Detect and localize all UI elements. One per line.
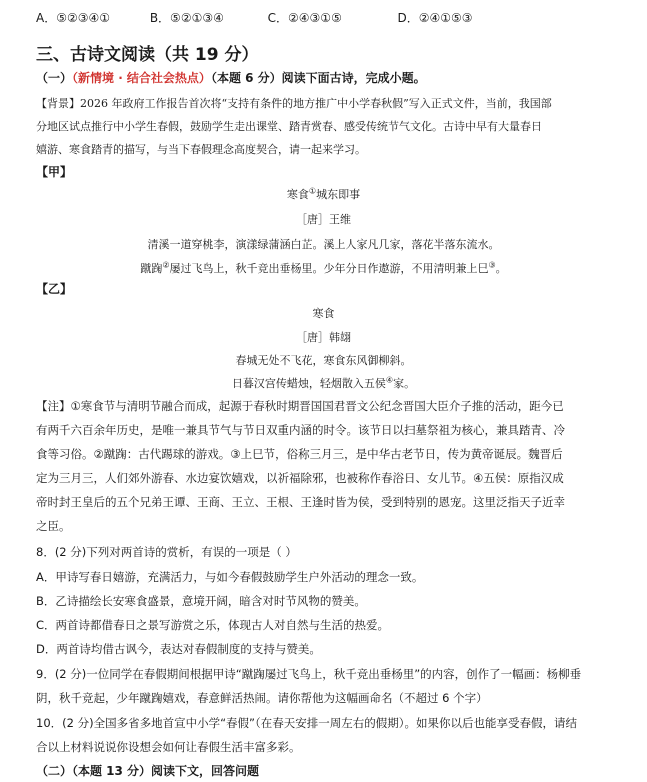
previous-question-options <box>36 9 616 26</box>
poem-yi-line-2: 日暮汉宫传蜡烛，轻烟散入五侯④家。 <box>231 375 416 390</box>
background-line-1: 【背景】2026 年政府工作报告首次将“支持有条件的地方推广中小学春秋假”写入正式文件，当前，我国部 <box>36 97 552 110</box>
question-8-option-a: A．甲诗写春日嬉游，充满活力，与如今春假鼓励学生户外活动的理念一致。 <box>36 570 424 584</box>
subsection-number: （一） <box>36 71 73 85</box>
background-line-3: 嬉游、寒食踏青的描写，与当下春假理念高度契合，请一起来学习。 <box>36 143 366 156</box>
annotation-line-2: 有两千六百余年历史，是唯一兼具节气与节日双重内涵的时令。该节日以扫墓祭祖为核心，兼具踏青、冷 <box>36 423 565 437</box>
question-10-line-1: 10．(2 分)全国多省多地首宣中小学“春假”（在春天安排一周左右的假期）。如果你以后也能享受春假，请结 <box>36 716 577 730</box>
subsection-heading-2: （二）（本题 13 分）阅读下文，回答问题 <box>36 764 260 778</box>
question-9-line-2: 阴，秋千竞起，少年蹴踘嬉戏，春意鲜活热闹。请你帮他为这幅画命名（不超过 6 个字） <box>36 691 488 705</box>
poem-yi-author: ［唐］韩翃 <box>296 331 351 344</box>
annotation-line-4: 定为三月三，人们郊外游春、水边宴饮嬉戏，以祈福除邪，也被称作春浴日、女儿节。④五侯：原指汉成 <box>36 471 564 485</box>
annotation-line-3: 食等习俗。②蹴踘：古代踢球的游戏。③上巳节，俗称三月三，是中华古老节日，传为黄帝诞辰。魏晋后 <box>36 447 563 461</box>
poem-yi-line-1: 春城无处不飞花，寒食东风御柳斜。 <box>235 354 412 367</box>
question-8-stem: 8．(2 分)下列对两首诗的赏析，有误的一项是（ ） <box>36 545 297 559</box>
subsection-heading-1 <box>36 69 426 86</box>
question-9-line-1: 9．(2 分)一位同学在春假期间根据甲诗“蹴踘屡过飞鸟上，秋千竞出垂杨里”的内容，创作了一幅画：杨柳垂 <box>36 667 582 681</box>
question-8-option-c: C．两首诗都借春日之景写游赏之乐，体现古人对自然与生活的热爱。 <box>36 618 390 632</box>
option-d: D．②④①⑤③ <box>397 11 473 25</box>
poem-yi-title: 寒食 <box>312 307 335 320</box>
question-8-option-b: B．乙诗描绘长安寒食盛景，意境开阔，暗含对时节风物的赞美。 <box>36 594 366 608</box>
poem-jia-line-2: 蹴踘②屡过飞鸟上，秋千竞出垂杨里。少年分日作遨游，不用清明兼上巳③。 <box>140 260 507 275</box>
background-line-2: 分地区试点推行中小学生春假，鼓励学生走出课堂、踏青赏春、感受传统节气文化。古诗中早有大量春日 <box>36 120 542 133</box>
poem-yi-label: 【乙】 <box>36 282 73 296</box>
poem-jia-line-1: 清溪一道穿桃李，演漾绿蒲涵白芷。溪上人家凡几家，落花半落东流水。 <box>147 238 500 251</box>
annotation-line-5: 帝时封王皇后的五个兄弟王谭、王商、王立、王根、王逢时皆为侯，受到特别的恩宠。这里泛指天子近幸 <box>36 495 565 509</box>
option-b: B．⑤②①③④ <box>149 11 224 25</box>
poem-jia-title: 寒食①城东即事 <box>286 186 361 201</box>
subsection-instruction: （本题 6 分）阅读下面古诗，完成小题。 <box>210 71 426 85</box>
poem-jia-label: 【甲】 <box>36 165 73 179</box>
hot-topic-tag: （新情境 · 结合社会热点） <box>72 71 211 85</box>
annotation-line-6: 之臣。 <box>36 519 71 533</box>
question-8-option-d: D．两首诗均借古讽今，表达对春假制度的支持与赞美。 <box>36 642 321 656</box>
question-10-line-2: 合以上材料说说你设想会如何让春假生活丰富多彩。 <box>36 740 301 754</box>
annotation-line-1: 【注】①寒食节与清明节融合而成，起源于春秋时期晋国国君晋文公纪念晋国大臣介子推的活动，距今已 <box>36 399 564 413</box>
option-c: C．②④③①⑤ <box>267 11 342 25</box>
poem-jia-author: ［唐］王维 <box>296 213 351 226</box>
section-title: 三、古诗文阅读（共 19 分） <box>36 45 259 65</box>
option-a: A．⑤②③④① <box>36 11 110 25</box>
